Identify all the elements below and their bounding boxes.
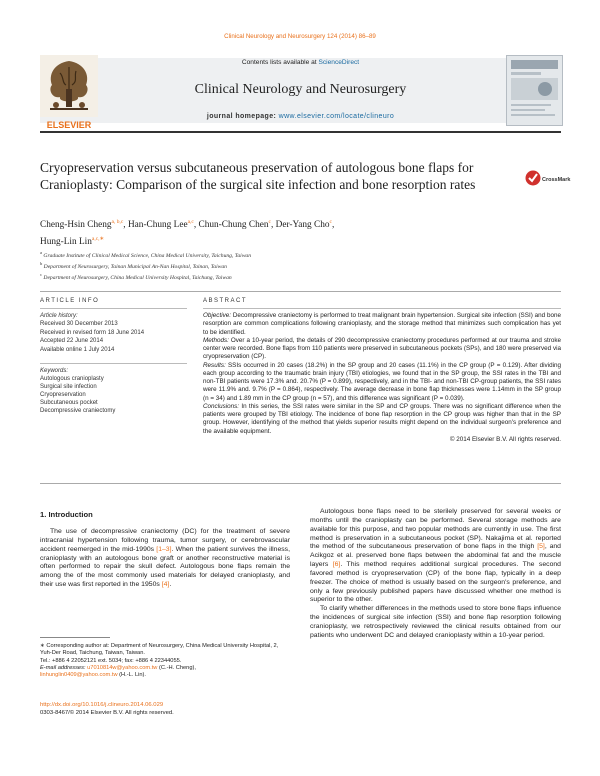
citation-link[interactable]: [6] <box>332 561 341 569</box>
keyword-item: Subcutaneous pocket <box>40 400 98 407</box>
author-list <box>40 215 560 249</box>
intro-paragraph <box>40 528 290 590</box>
crossmark-label: CrossMark <box>542 177 571 183</box>
introduction-heading: 1. Introduction <box>40 510 93 519</box>
author-sep: , <box>270 220 276 231</box>
citation-link[interactable]: [5] <box>537 543 545 551</box>
objective-text: Decompressive craniectomy is performed to treat malignant brain hypertension. Surgical site infection (SSI) and bone resorption are common complications following cranioplasty, and the storage method that minimizes such complication has yet to be identified. <box>203 312 561 336</box>
affiliation-sup: b <box>40 260 43 266</box>
keyword-item: Surgical site infection <box>40 384 97 391</box>
abstract-objective <box>203 312 561 337</box>
article-info-rule <box>40 308 187 309</box>
results-text: SSIs occurred in 20 cases (18.2%) in the SP group and 20 cases (11.1%) in the CP group (P = 0.129). After dividing each group according to the traumatic brain injury (TBI) etiologies, we found that in the SP group, the SSI rates in the TBI and non-TBI patients were 17.3% and. 20.7% (P = 0.899), respectively, and in the TBI- and non-TBI CP-group patients, the SSI rates were 11.9% and. 9.7% (P = 0.864), respectively. The average decrease in bone flap thicknesses were 1.14mm in the SP group (n = 34) and 1.89 mm in the CP group (n = 57), and this difference was significant (P = 0.039). <box>203 361 561 402</box>
affiliation-text: Department of Neurosurgery, China Medical University Hospital, Taichung, Taiwan <box>43 274 232 281</box>
abstract-rule <box>203 308 561 309</box>
affiliation-item <box>40 249 540 260</box>
crossmark-badge[interactable] <box>525 165 571 195</box>
author-name: Hung-Lin Lin <box>40 237 92 248</box>
text-run: . This method requires additional surgical procedures. The second favored method is cryopreservation (CP) of the bone flap, typically in a deep freezer. The choice of method is usually based on the surgeon's preference, and only a few previously published papers have discussed whether one method is superior to the other. <box>310 561 561 604</box>
footnote-corresponding: ∗ Corresponding author at: Department of Neurosurgery, China Medical University Hospital, 2, Yuh-Der Road, Taichung, Taiwan, Taiwan. <box>40 643 279 657</box>
section-rule <box>40 291 561 292</box>
author-name: Chun-Chung Chen <box>198 220 269 231</box>
text-run: Autologous bone flaps need to be sterilely preserved for several weeks or months until the cranioplasty can be performed. Several storage methods are available for this purpose, and two popular methods are currently in use. The first method is preservation in a subcutaneous pocket (SP). Nakajima et al. reported the method of the subcutaneous preservation of bone flaps in the thigh <box>310 508 561 551</box>
affiliation-sup: c <box>40 271 42 277</box>
keywords-rule <box>40 363 187 364</box>
text-run: . When the patient survives the illness, cranioplasty with an autologous bone graft or another reconstructive material is often performed to repair the skull defect. Autologous bone flaps remain the among the of the most commonly used materials for delayed cranioplasty, and their use was first reported in the 1950s <box>40 545 290 589</box>
homepage-label: journal homepage: <box>206 113 277 120</box>
homepage-url-link[interactable]: www.elsevier.com/locate/clineuro <box>278 113 395 120</box>
abstract-methods <box>203 337 561 362</box>
footnote-rule <box>40 637 110 638</box>
body-left-column <box>40 528 290 590</box>
email-link[interactable]: u7010814w@yahoo.com.tw <box>87 664 158 671</box>
footnote-emails <box>40 665 290 680</box>
intro-paragraph: To clarify whether differences in the methods used to store bone flaps influence the incidences of surgical site infection (SSI) and bone flap resorption following cranioplasty, we retrospectively reviewed the clinical results obtained from our patients who underwent DC and delayed cranioplasty within a 10-year period. <box>310 605 561 639</box>
abstract-conclusions <box>203 403 561 436</box>
affiliations <box>40 249 540 282</box>
contents-prefix: Contents lists available at <box>241 59 319 66</box>
citation-link[interactable]: [1–3] <box>156 545 172 553</box>
objective-label: Objective: <box>203 312 231 319</box>
header-rule <box>40 131 561 133</box>
affiliation-item <box>40 260 540 271</box>
email-link[interactable]: linhunglin0409@yahoo.com.tw <box>40 672 118 679</box>
abstract-heading: ABSTRACT <box>203 298 248 304</box>
history-title: Article history: <box>40 313 78 319</box>
keyword-item: Cryopreservation <box>40 392 86 399</box>
email-owner: (H.-L. Lin). <box>117 672 147 679</box>
methods-text: Over a 10-year period, the details of 290 decompressive craniectomy procedures performed at our trauma and stroke center were recorded. Bone flaps from 110 patients were preserved in subcutaneous pockets (SPs), and 180 were preserved via cryopreservation (CP). <box>203 336 561 361</box>
author-affil-sup[interactable]: a,c,∗ <box>91 236 105 243</box>
elsevier-tree-logo-icon <box>40 55 98 123</box>
email-label: E-mail addresses: <box>40 664 86 671</box>
text-run: . <box>169 581 172 589</box>
journal-homepage <box>40 113 561 120</box>
author-sep: , <box>331 220 335 231</box>
contents-line <box>40 59 561 66</box>
elsevier-wordmark: ELSEVIER <box>46 120 92 130</box>
affiliation-sup: a <box>40 250 42 255</box>
author-name: Der-Yang Cho <box>275 220 330 231</box>
affiliation-text: Department of Neurosurgery, Tainan Municipal An-Nan Hospital, Tainan, Taiwan <box>43 263 227 270</box>
intro-paragraph <box>310 508 561 605</box>
keywords-title: Keywords: <box>40 368 69 374</box>
history-item: Received in revised form 18 June 2014 <box>40 329 145 336</box>
citation-link[interactable]: [4] <box>161 581 170 589</box>
abstract-bottom-rule <box>40 483 561 484</box>
article-title: Cryopreservation versus subcutaneous preservation of autologous bone flaps for Cranioplasty: Comparison of the surgical site infection and bone resorption rates <box>40 160 476 192</box>
conclusions-text: In this series, the SSI rates were similar in the SP and CP groups. There was no significant difference when the patients were grouped by TBI etiology. The incidence of bone flap resorption in the CP group was higher than that in the SP group. However, identifying of the method that yields superior results might depend on the individual surgeon's preference and the available equipment. <box>203 402 561 435</box>
methods-label: Methods: <box>203 336 229 344</box>
conclusions-label: Conclusions: <box>203 402 240 410</box>
author-name: Cheng-Hsin Cheng <box>40 220 112 231</box>
body-right-column <box>310 508 561 641</box>
journal-name: Clinical Neurology and Neurosurgery <box>194 82 407 97</box>
keywords <box>40 367 187 416</box>
article-info-heading: ARTICLE INFO <box>40 298 100 304</box>
email-owner: (C.-H. Cheng), <box>157 664 196 671</box>
author-affil-sup[interactable]: a, b,c <box>111 219 124 225</box>
text-run: The use of decompressive craniectomy (DC) for the treatment of severe intracranial hypertension following trauma, tumor surgery, or cerebrovascular accident reemerged in the mid-1990s <box>40 528 290 553</box>
issn-line: 0303-8467/© 2014 Elsevier B.V. All rights reserved. <box>40 709 174 716</box>
abstract-body <box>203 312 561 444</box>
history-item: Accepted 22 June 2014 <box>40 338 104 345</box>
author-sep: , <box>123 220 128 231</box>
author-sep: , <box>193 220 199 231</box>
sciencedirect-link[interactable]: ScienceDirect <box>318 59 360 66</box>
article-history <box>40 312 187 354</box>
abstract-results <box>203 362 561 403</box>
author-affil-sup[interactable]: c <box>268 219 271 225</box>
doi-block <box>40 702 290 717</box>
history-item: Received 30 December 2013 <box>40 321 118 328</box>
results-label: Results: <box>203 361 226 369</box>
keyword-item: Decompressive craniectomy <box>40 408 116 415</box>
keyword-item: Autologous cranioplasty <box>40 376 104 383</box>
copyright-notice: © 2014 Elsevier B.V. All rights reserved. <box>449 435 561 443</box>
doi-link[interactable]: http://dx.doi.org/10.1016/j.clineuro.2014.06.029 <box>40 702 164 708</box>
footnote-tel: Tel.: +886 4 22052121 ext. 5034; fax: +886 4 22344055. <box>40 657 182 664</box>
author-affil-sup[interactable]: c <box>329 219 332 225</box>
text-run: , and Acikgoz et al. preserved bone flaps between the abdominal fat and the muscle layers <box>310 543 561 569</box>
author-affil-sup[interactable]: a,c <box>187 219 194 225</box>
affiliation-text: Graduate Institute of Clinical Medical Science, China Medical University, Taichung, Taiwan <box>43 252 252 259</box>
corresponding-footnote <box>40 643 290 679</box>
affiliation-item <box>40 271 540 282</box>
running-head: Clinical Neurology and Neurosurgery 124 (2014) 86–89 <box>224 33 376 40</box>
history-item: Available online 1 July 2014 <box>40 346 115 353</box>
journal-cover-thumbnail <box>506 55 563 126</box>
author-name: Han-Chung Lee <box>127 220 188 231</box>
